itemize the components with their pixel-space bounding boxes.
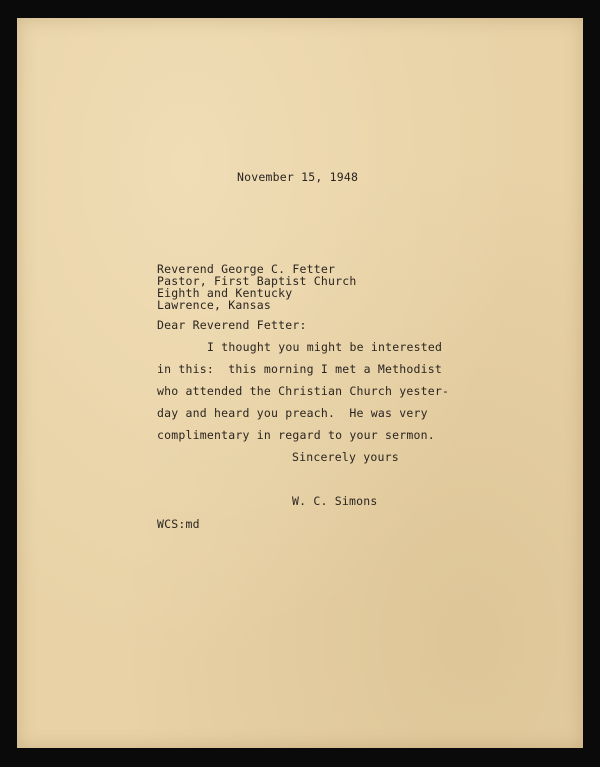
- letter-date: November 15, 1948: [237, 170, 359, 184]
- body-line: in this: this morning I met a Methodist: [157, 362, 442, 376]
- recipient-name: Reverend George C. Fetter: [157, 262, 336, 276]
- reference-initials: WCS:md: [157, 517, 200, 531]
- body-line: I thought you might be interested: [207, 340, 443, 354]
- recipient-city: Lawrence, Kansas: [157, 298, 271, 312]
- closing: Sincerely yours: [292, 450, 399, 464]
- body-line: complimentary in regard to your sermon.: [157, 428, 435, 442]
- recipient-title: Pastor, First Baptist Church: [157, 274, 357, 288]
- signature-name: W. C. Simons: [292, 494, 378, 508]
- recipient-street: Eighth and Kentucky: [157, 286, 293, 300]
- body-line: day and heard you preach. He was very: [157, 406, 428, 420]
- letter-page: [17, 18, 583, 748]
- salutation: Dear Reverend Fetter:: [157, 318, 307, 332]
- body-line: who attended the Christian Church yester-: [157, 384, 450, 398]
